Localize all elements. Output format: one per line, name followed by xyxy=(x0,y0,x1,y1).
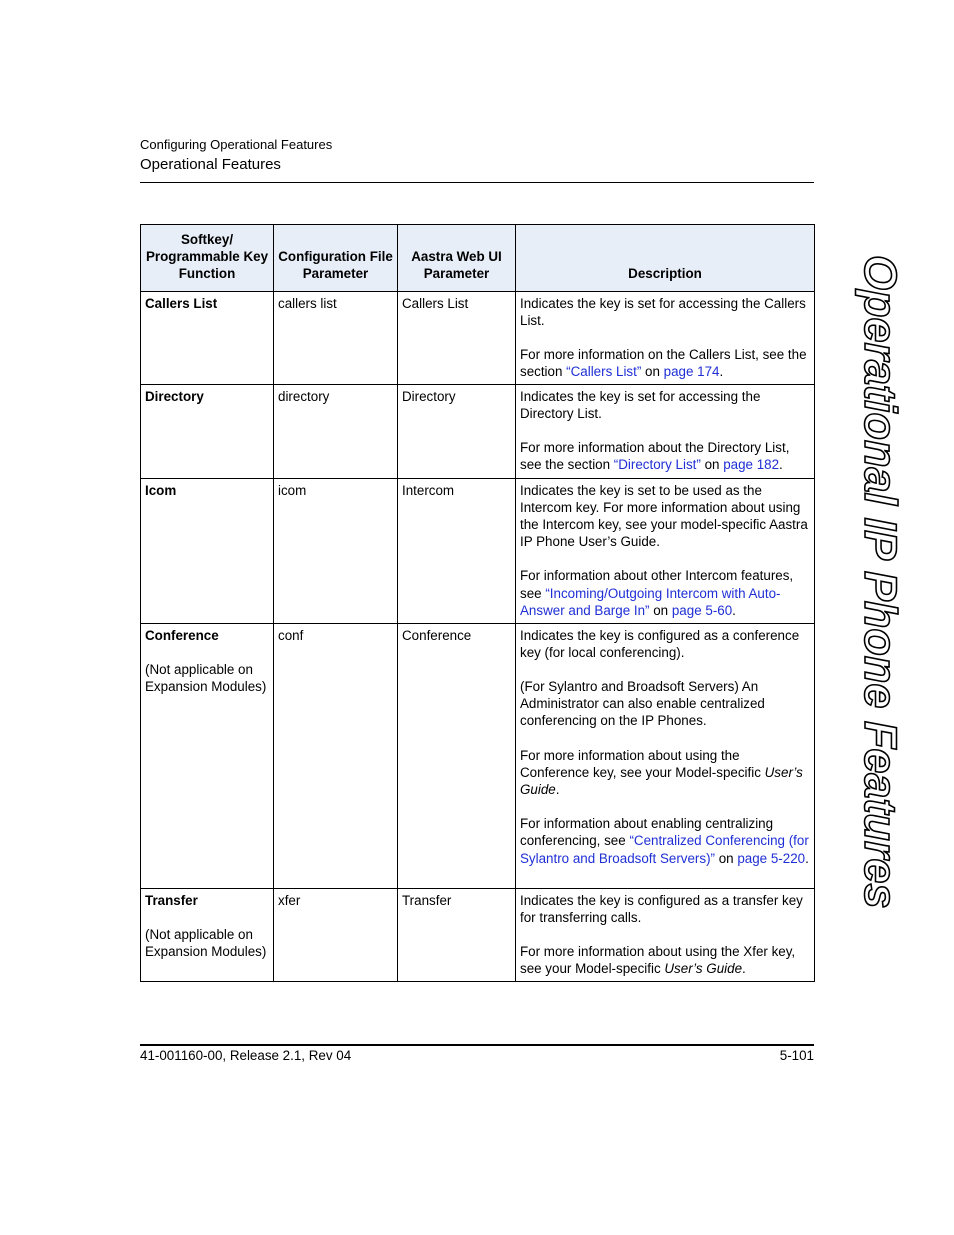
footer-page-number: 5-101 xyxy=(779,1048,814,1063)
page-link[interactable]: page 5-60 xyxy=(671,602,733,618)
footer-document-id: 41-001160-00, Release 2.1, Rev 04 xyxy=(140,1048,352,1063)
intercom-link[interactable]: “Incoming/Outgoing Intercom with Auto-Answer and Barge In” xyxy=(520,585,781,618)
table-row xyxy=(141,623,815,888)
cell-key xyxy=(141,384,274,478)
running-header-section: Operational Features xyxy=(140,156,281,173)
cell-webui: Callers List xyxy=(398,291,516,384)
description-paragraph: Indicates the key is configured as a transfer key for transferring calls. xyxy=(520,892,803,925)
cell-description xyxy=(516,384,815,478)
directory-list-link[interactable]: “Directory List” xyxy=(613,457,701,473)
table-row xyxy=(141,888,815,981)
cell-webui: Conference xyxy=(398,623,516,888)
cell-key xyxy=(141,888,274,981)
centralized-conferencing-link[interactable]: “Centralized Conferencing (for Sylantro and Broadsoft Servers)” xyxy=(520,833,809,866)
cell-webui: Directory xyxy=(398,384,516,478)
header-config-parameter: Configuration File Parameter xyxy=(274,225,398,292)
header-softkey: Softkey/ Programmable Key Function xyxy=(141,225,274,292)
cell-key xyxy=(141,623,274,888)
header-rule xyxy=(140,182,814,183)
cell-config: xfer xyxy=(274,888,398,981)
cell-description xyxy=(516,291,815,384)
key-function-name: Callers List xyxy=(145,295,218,311)
cell-key xyxy=(141,478,274,623)
text: For more information about using the Xfer key, see your Model-specific xyxy=(520,944,796,977)
text: For more information about using the Conference key, see your Model-specific xyxy=(520,747,765,780)
description-paragraph xyxy=(520,747,810,799)
table-row xyxy=(141,384,815,478)
key-function-note: (Not applicable on Expansion Modules) xyxy=(145,661,267,695)
table-row xyxy=(141,478,815,623)
table-row xyxy=(141,291,815,384)
text: . xyxy=(555,782,560,798)
description-paragraph: Indicates the key is configured as a conference key (for local conferencing). xyxy=(520,627,800,660)
callers-list-link[interactable]: “Callers List” xyxy=(566,364,642,380)
text: . xyxy=(732,602,736,618)
description-paragraph xyxy=(520,346,810,380)
cell-config: icom xyxy=(274,478,398,623)
key-function-note: (Not applicable on Expansion Modules) xyxy=(145,926,267,960)
text: . xyxy=(719,364,724,380)
guide-title: User’s Guide xyxy=(520,764,803,798)
description-paragraph xyxy=(520,815,810,867)
text: on xyxy=(649,602,672,618)
side-tab-title: Operational IP Phone Features xyxy=(855,255,906,909)
key-function-name: Directory xyxy=(145,388,204,404)
cell-webui: Transfer xyxy=(398,888,516,981)
text: For information about enabling centralizing conferencing, see xyxy=(520,816,774,849)
description-paragraph xyxy=(520,439,810,473)
guide-title: User’s Guide xyxy=(664,961,743,977)
text: . xyxy=(742,961,746,977)
text: . xyxy=(805,850,809,866)
cell-key xyxy=(141,291,274,384)
text: For more information about the Directory List, see the section xyxy=(520,440,790,473)
cell-description xyxy=(516,888,815,981)
text: on xyxy=(700,457,724,473)
footer-rule xyxy=(140,1044,814,1046)
cell-description xyxy=(516,623,815,888)
cell-config: conf xyxy=(274,623,398,888)
text: . xyxy=(779,457,783,473)
description-paragraph: Indicates the key is set for accessing the Directory List. xyxy=(520,388,761,421)
description-paragraph: (For Sylantro and Broadsoft Servers) An Administrator can also enable centralized conferencing on the IP Phones. xyxy=(520,679,765,729)
table-header-row xyxy=(141,225,815,292)
page-link[interactable]: page 5-220 xyxy=(737,850,806,866)
text: For more information on the Callers List, see the section xyxy=(520,347,807,380)
cell-description xyxy=(516,478,815,623)
description-paragraph: Indicates the key is set for accessing the Callers List. xyxy=(520,295,806,328)
text: on xyxy=(641,364,664,380)
running-header-chapter: Configuring Operational Features xyxy=(140,137,333,152)
softkey-function-table xyxy=(140,224,815,982)
cell-webui: Intercom xyxy=(398,478,516,623)
page-link[interactable]: page 182 xyxy=(723,457,780,473)
page-link[interactable]: page 174 xyxy=(663,364,720,380)
cell-config: directory xyxy=(274,384,398,478)
header-description: Description xyxy=(516,225,815,292)
cell-config: callers list xyxy=(274,291,398,384)
description-paragraph xyxy=(520,567,810,619)
description-paragraph xyxy=(520,943,810,977)
header-webui-parameter: Aastra Web UI Parameter xyxy=(398,225,516,292)
text: For information about other Intercom features, see xyxy=(520,568,794,601)
text: on xyxy=(715,850,738,866)
key-function-name: Conference xyxy=(145,627,219,643)
key-function-name: Icom xyxy=(145,482,177,498)
description-paragraph: Indicates the key is set to be used as the Intercom key. For more information about using the Intercom key, see your model-specific Aastra IP Phone User’s Guide. xyxy=(520,482,808,550)
key-function-name: Transfer xyxy=(145,892,198,908)
